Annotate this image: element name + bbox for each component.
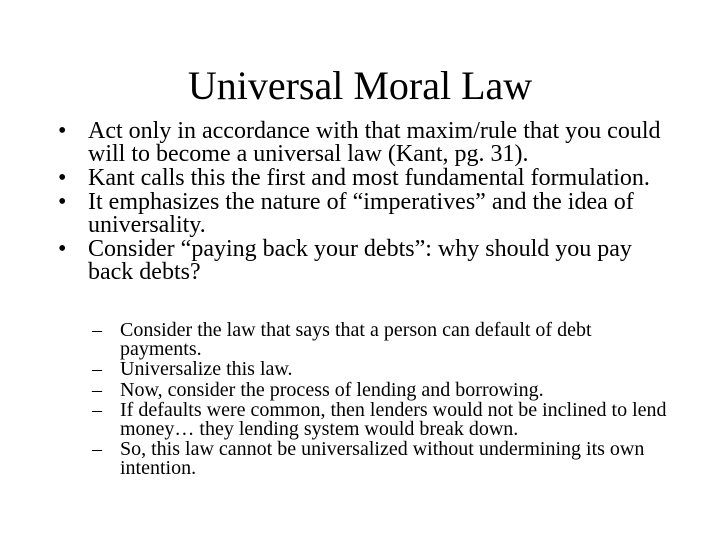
dash-marker: – (92, 399, 102, 421)
sub-bullet-item (92, 440, 672, 477)
bullet-item (56, 167, 676, 190)
sub-bullet-list (92, 321, 672, 479)
bullet-item (56, 191, 676, 237)
bullet-text: Consider “paying back your debts”: why should you pay back debts? (88, 236, 632, 285)
bullet-marker: • (58, 189, 67, 215)
bullet-item (56, 120, 676, 166)
sub-bullet-item (92, 401, 672, 438)
sub-bullet-text: Now, consider the process of lending and borrowing. (120, 378, 544, 401)
dash-marker: – (92, 378, 102, 401)
sub-bullet-item (92, 321, 672, 358)
sub-bullet-text: Universalize this law. (120, 358, 293, 380)
bullet-marker: • (58, 165, 67, 191)
bullet-list (56, 120, 676, 285)
dash-marker: – (92, 358, 102, 380)
sub-bullet-item (92, 378, 672, 401)
bullet-item (56, 238, 676, 284)
bullet-marker: • (58, 118, 67, 144)
slide-title: Universal Moral Law (187, 63, 533, 108)
bullet-text: Kant calls this the first and most fundamental formulation. (88, 165, 650, 191)
bullet-marker: • (58, 236, 67, 262)
dash-marker: – (92, 438, 102, 460)
dash-marker: – (92, 319, 102, 341)
sub-bullet-text: Consider the law that says that a person can default of debt payments. (120, 319, 592, 360)
sub-bullet-text: So, this law cannot be universalized without undermining its own intention. (120, 438, 645, 479)
sub-bullet-item (92, 360, 672, 379)
sub-bullet-text: If defaults were common, then lenders would not be inclined to lend money… they lending system would break down. (120, 399, 667, 440)
bullet-text: Act only in accordance with that maxim/rule that you could will to become a universal law (Kant, pg. 31). (88, 118, 661, 167)
bullet-text: It emphasizes the nature of “imperatives” and the idea of universality. (88, 189, 634, 238)
